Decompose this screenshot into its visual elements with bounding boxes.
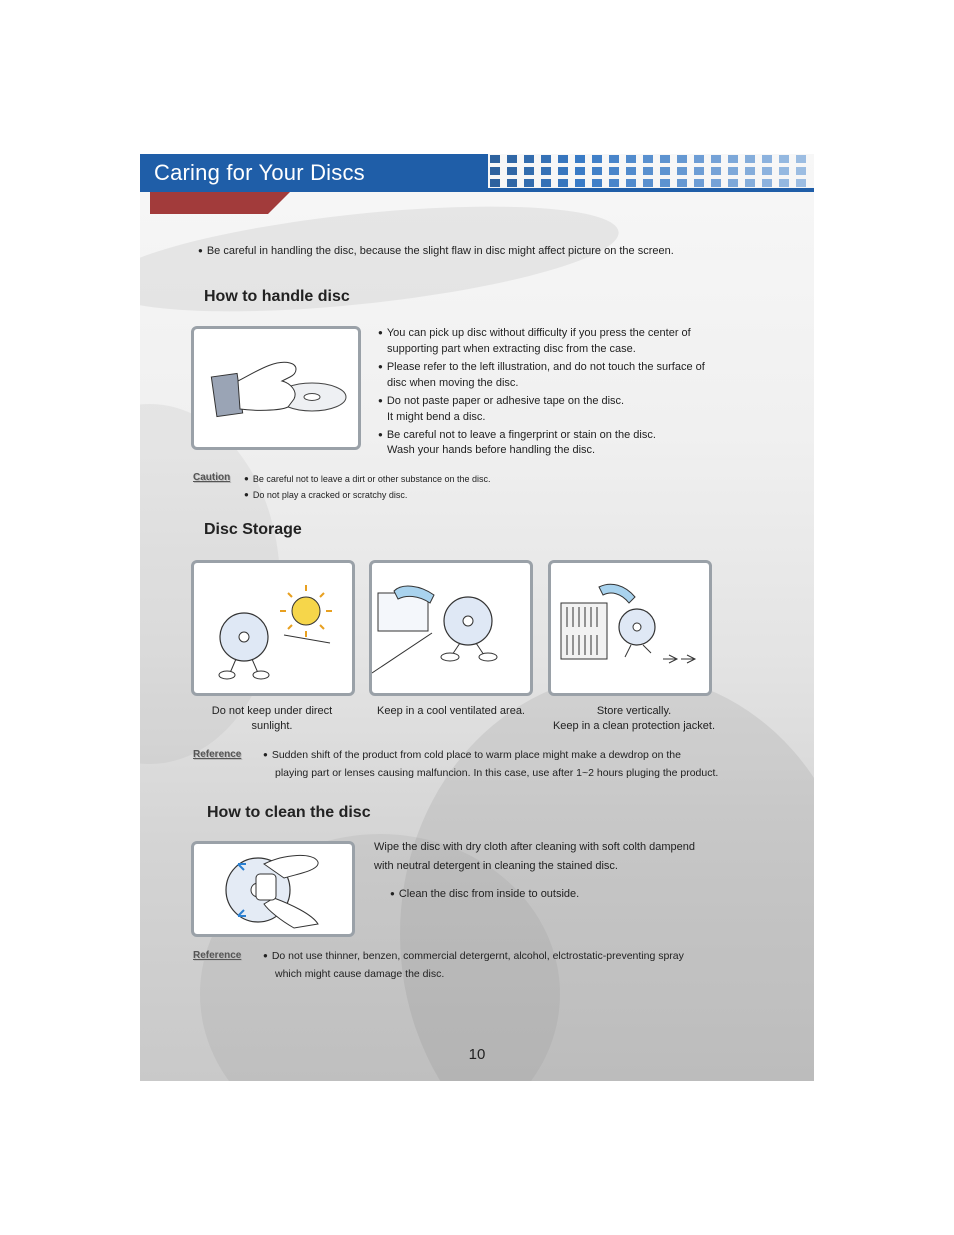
header-square — [558, 155, 568, 163]
disc-rack-icon — [551, 563, 709, 693]
title-bar — [140, 154, 488, 188]
header-square — [558, 167, 568, 175]
caution-label: Caution — [193, 472, 231, 483]
accent-strip — [150, 192, 268, 214]
storage-illustration-sun — [191, 560, 355, 696]
handle-bullet-1a: ● You can pick up disc without difficulty if you press the center of — [378, 324, 691, 342]
storage-caption-1a: Do not keep under direct — [211, 705, 333, 717]
header-square — [541, 155, 551, 163]
header-square — [592, 167, 602, 175]
header-square — [711, 179, 721, 187]
header-square — [626, 155, 636, 163]
header-square — [507, 179, 517, 187]
header-square — [745, 155, 755, 163]
storage-caption-2 — [366, 704, 536, 719]
header-square — [694, 155, 704, 163]
clean-reference-2: which might cause damage the disc. — [275, 968, 445, 980]
clean-text-2: with neutral detergent in cleaning the stained disc. — [374, 860, 618, 872]
header-square — [728, 167, 738, 175]
header-square — [796, 155, 806, 163]
section-heading-storage: Disc Storage — [204, 521, 302, 538]
header-square — [779, 155, 789, 163]
reference-label-storage: Reference — [193, 749, 242, 760]
header-square — [745, 179, 755, 187]
header-square — [626, 179, 636, 187]
storage-caption-3a: Store vertically. — [596, 705, 672, 717]
handle-bullet-4b: Wash your hands before handling the disc. — [387, 444, 596, 456]
header-square — [796, 179, 806, 187]
storage-illustration-vertical — [548, 560, 712, 696]
handle-bullet-2a: ● Please refer to the left illustration, and do not touch the surface of — [378, 358, 705, 376]
header-square — [609, 155, 619, 163]
clean-text-1: Wipe the disc with dry cloth after cleaning with soft colth dampend — [374, 841, 695, 853]
handle-bullet-2b: disc when moving the disc. — [387, 377, 519, 389]
header-square — [660, 155, 670, 163]
header-square — [592, 179, 602, 187]
clean-illustration — [191, 841, 355, 937]
header-square — [745, 167, 755, 175]
storage-caption-1b: sunlight. — [251, 720, 293, 732]
handle-bullet-3a: ● Do not paste paper or adhesive tape on the disc. — [378, 392, 624, 410]
header-square — [762, 155, 772, 163]
header-square — [541, 167, 551, 175]
header-square — [609, 179, 619, 187]
header-square — [694, 179, 704, 187]
clean-reference-1: ● Do not use thinner, benzen, commercial detergernt, alcohol, elctrostatic-preventing spray — [263, 947, 684, 965]
section-heading-clean: How to clean the disc — [207, 804, 371, 821]
header-square — [592, 155, 602, 163]
storage-caption-3b: Keep in a clean protection jacket. — [552, 720, 716, 732]
header-square — [558, 179, 568, 187]
header-square — [711, 167, 721, 175]
header-square — [694, 167, 704, 175]
caution-item-1: ● Be careful not to leave a dirt or other substance on the disc. — [244, 471, 490, 487]
handle-bullet-3b: It might bend a disc. — [387, 411, 486, 423]
handle-bullet-1b: supporting part when extracting disc from the case. — [387, 343, 636, 355]
sun-and-disc-icon — [194, 563, 352, 693]
header-square — [762, 179, 772, 187]
header-square — [728, 179, 738, 187]
storage-illustration-ventilated — [369, 560, 533, 696]
header-square — [524, 179, 534, 187]
section-heading-handle: How to handle disc — [204, 288, 350, 305]
handle-bullet-4a: ● Be careful not to leave a fingerprint or stain on the disc. — [378, 426, 656, 444]
header-square — [575, 167, 585, 175]
header-square — [728, 155, 738, 163]
header-pattern — [488, 154, 814, 188]
header-square — [609, 167, 619, 175]
header-square — [524, 155, 534, 163]
manual-page — [140, 154, 814, 1081]
header-square — [541, 179, 551, 187]
header-square — [677, 167, 687, 175]
storage-caption-2a: Keep in a cool ventilated area. — [377, 705, 525, 717]
header-square — [796, 167, 806, 175]
header-square — [677, 155, 687, 163]
header-square — [677, 179, 687, 187]
header-square — [660, 167, 670, 175]
caution-item-2: ● Do not play a cracked or scratchy disc. — [244, 487, 407, 503]
accent-strip-tip — [268, 192, 290, 214]
header-square — [660, 179, 670, 187]
header-square — [711, 155, 721, 163]
header-square — [575, 179, 585, 187]
storage-caption-3 — [534, 704, 734, 734]
header-square — [779, 167, 789, 175]
header-square — [643, 155, 653, 163]
wiping-disc-icon — [194, 844, 352, 934]
header-square — [490, 167, 500, 175]
clean-bullet: ● Clean the disc from inside to outside. — [390, 885, 579, 903]
storage-reference-1: ● Sudden shift of the product from cold place to warm place might make a dewdrop on the — [263, 746, 681, 764]
hand-holding-disc-icon — [194, 329, 358, 447]
intro-text: ● Be careful in handling the disc, because the slight flaw in disc might affect picture on the screen. — [198, 242, 674, 260]
header-square — [507, 155, 517, 163]
storage-caption-1 — [195, 704, 349, 734]
header-square — [575, 155, 585, 163]
header-square — [507, 167, 517, 175]
reference-label-clean: Reference — [193, 950, 242, 961]
header-square — [643, 167, 653, 175]
header-square — [490, 155, 500, 163]
handle-illustration — [191, 326, 361, 450]
page-title: Caring for Your Discs — [154, 160, 365, 185]
header-square — [626, 167, 636, 175]
page-number: 10 — [468, 1046, 486, 1063]
window-and-disc-icon — [372, 563, 530, 693]
storage-reference-2: playing part or lenses causing malfuncion. In this case, use after 1~2 hours pluging the product. — [275, 767, 719, 779]
header-square — [762, 167, 772, 175]
header-square — [524, 167, 534, 175]
header-square — [643, 179, 653, 187]
header-square — [490, 179, 500, 187]
header-square — [779, 179, 789, 187]
